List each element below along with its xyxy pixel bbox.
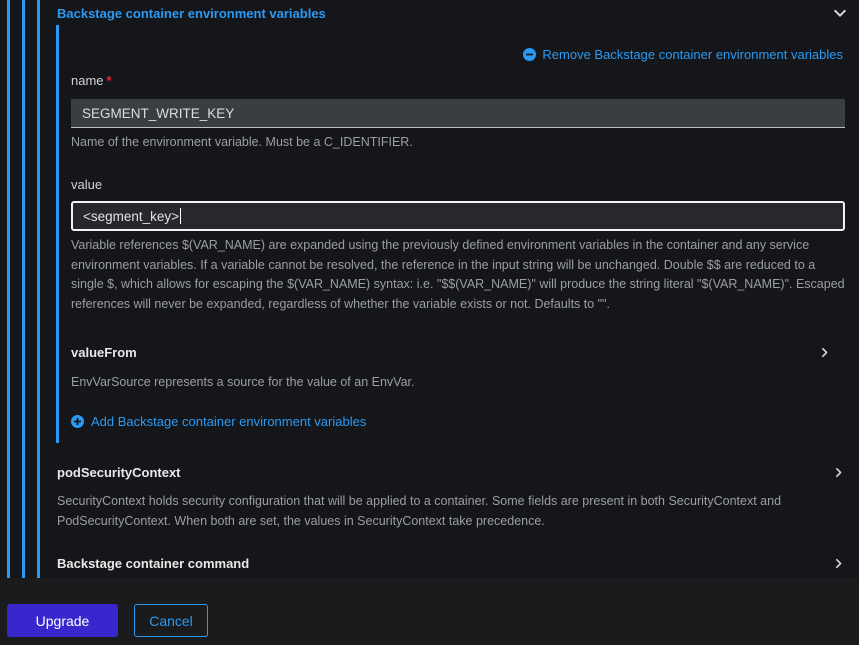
add-env-variables-link[interactable] (71, 413, 366, 430)
indent-guide-bar (22, 0, 25, 578)
valuefrom-description: EnvVarSource represents a source for the value of an EnvVar. (71, 375, 415, 389)
upgrade-button[interactable]: Upgrade (7, 604, 118, 637)
indent-guide-bar (37, 0, 40, 578)
value-input-text: <segment_key> (83, 208, 180, 224)
text-cursor (180, 208, 181, 224)
section-header-valuefrom[interactable] (71, 344, 830, 360)
plus-circle-icon (71, 415, 84, 428)
chevron-down-icon (833, 6, 847, 20)
valuefrom-title: valueFrom (71, 344, 137, 360)
cancel-button[interactable]: Cancel (134, 604, 208, 637)
section-header-podsecuritycontext[interactable] (57, 464, 844, 480)
podsecuritycontext-description: SecurityContext holds security configuration that will be applied to a container. Some fields are present in both SecurityContext and PodSecurityContext. When both are set, the values in SecurityContext take precedence. (57, 494, 782, 528)
add-link-label: Add Backstage container environment variables (91, 414, 367, 429)
indent-guide-bar (7, 0, 10, 578)
value-help-text: Variable references $(VAR_NAME) are expanded using the previously defined environment variables in the container and any service environment variables. If a variable cannot be resolved, the reference in the input string will be unchanged. Double $$ are reduced to a single $, which allows for escaping the $(VAR_NAME) syntax: i.e. "$$(VAR_NAME)" will produce the string literal "$(VAR_NAME)". Escaped references will never be expanded, regardless of whether the variable exists or not. Defaults to "". (71, 238, 845, 311)
minus-circle-icon (523, 48, 536, 61)
value-field-label: value (71, 177, 103, 192)
name-help-text: Name of the environment variable. Must be a C_IDENTIFIER. (71, 135, 413, 149)
container-command-title: Backstage container command (57, 555, 250, 571)
name-input[interactable] (71, 99, 845, 128)
name-field-label: name * (71, 73, 112, 88)
remove-env-variables-link[interactable] (523, 46, 843, 63)
accordion-header-env-variables[interactable] (57, 4, 847, 22)
required-asterisk: * (106, 73, 112, 88)
section-header-container-command[interactable] (57, 555, 844, 571)
chevron-right-icon (819, 347, 830, 358)
indent-guide-bar (56, 25, 59, 443)
value-input[interactable] (71, 201, 845, 231)
chevron-right-icon (833, 558, 844, 569)
chevron-right-icon (833, 467, 844, 478)
podsecuritycontext-title: podSecurityContext (57, 464, 181, 480)
action-bar (0, 578, 859, 645)
accordion-title: Backstage container environment variables (57, 5, 326, 21)
remove-link-label: Remove Backstage container environment variables (542, 47, 843, 62)
